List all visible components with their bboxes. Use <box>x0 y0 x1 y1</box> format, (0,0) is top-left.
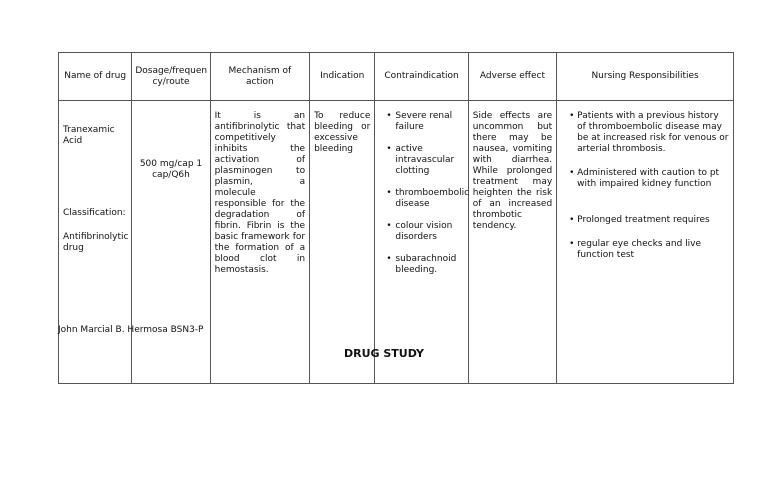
drug-name: Tranexamic Acid <box>63 125 115 146</box>
header-adverse-effect: Adverse effect <box>468 53 556 101</box>
header-name-of-drug: Name of drug <box>59 53 132 101</box>
header-mechanism: Mechanism of action <box>210 53 309 101</box>
header-nursing-responsibilities: Nursing Responsibilities <box>557 53 734 101</box>
list-item: • Patients with a previous history of thromboembolic disease may be at increased risk for venous or arterial thrombosis. <box>577 111 729 155</box>
header-row <box>59 53 734 101</box>
mechanism-text: It is an antifibrinolytic that competitively inhibits the activation of plasminogen to plasmin, a molecule responsible for the degradation of fibrin. Fibrin is the basic framework for the formation of a blood clot in hemostasis. <box>214 111 306 275</box>
classification-label: Classification: <box>63 208 126 218</box>
cell-contraindication <box>375 101 468 384</box>
cell-nursing <box>557 101 734 384</box>
nursing-list <box>569 111 729 261</box>
list-item: • regular eye checks and live function test <box>577 239 729 261</box>
table-row <box>59 101 734 384</box>
list-item: • Severe renal failure <box>395 111 463 133</box>
list-item: • active intravascular clotting <box>395 144 463 177</box>
cell-dosage <box>132 101 210 384</box>
list-item: • Prolonged treatment requires <box>577 215 729 226</box>
page-title: DRUG STUDY <box>343 347 425 360</box>
list-item: • colour vision disorders <box>395 221 463 243</box>
cell-mechanism <box>210 101 309 384</box>
contraindication-list <box>385 111 470 276</box>
cell-indication <box>310 101 375 384</box>
header-dosage: Dosage/frequen cy/route <box>132 53 210 101</box>
dosage-text: 500 mg/cap 1 cap/Q6h <box>139 159 203 180</box>
classification-value: Antifibrinolytic drug <box>63 232 129 253</box>
list-item: • thromboembolic disease <box>395 188 463 210</box>
cell-drug-name <box>59 101 132 384</box>
cell-adverse-effect <box>468 101 556 384</box>
adverse-text: Side effects are uncommon but there may be nausea, vomiting with diarrhea. While prolonged treatment may heighten the risk of an increased thrombotic tendency. <box>472 111 553 231</box>
header-contraindication: Contraindication <box>375 53 468 101</box>
author-line: John Marcial B. Hermosa BSN3-P <box>58 325 204 335</box>
indication-text: To reduce bleeding or excessive bleeding <box>314 111 371 154</box>
header-indication: Indication <box>310 53 375 101</box>
list-item: • Administered with caution to pt with impaired kidney function <box>577 168 729 190</box>
list-item: • subarachnoid bleeding. <box>395 254 463 276</box>
